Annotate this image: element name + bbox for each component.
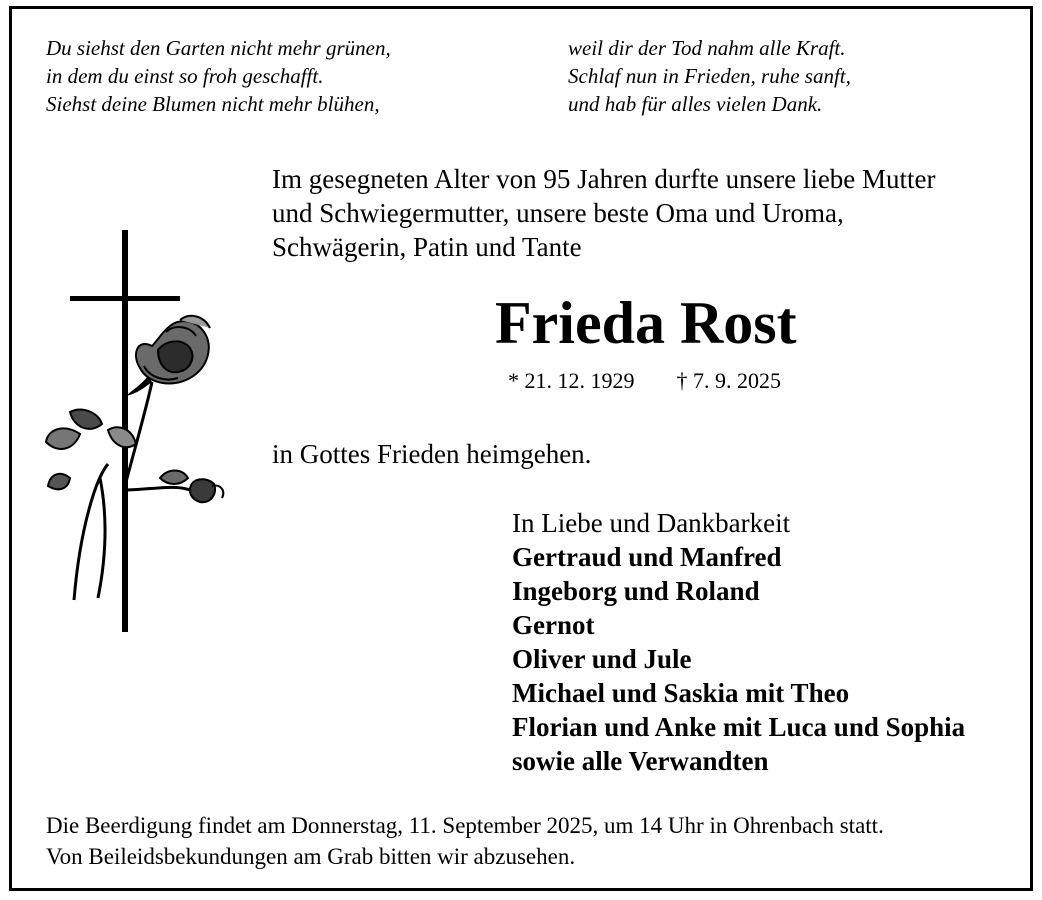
poem-line: weil dir der Tod nahm alle Kraft. [568,36,846,60]
poem-line: Schlaf nun in Frieden, ruhe sanft, [568,64,851,88]
deceased-name: Frieda Rost [495,290,797,356]
family-member: Gernot [512,610,595,640]
family-member: Ingeborg und Roland [512,576,760,606]
cross-with-rose-icon [40,228,230,638]
poem-right-column [568,34,851,118]
family-member: Michael und Saskia mit Theo [512,678,850,708]
intro-line: Schwägerin, Patin und Tante [272,232,582,262]
family-member: Florian und Anke mit Luca und Sophia [512,712,966,742]
family-signature [512,506,965,778]
intro-line: Im gesegneten Alter von 95 Jahren durfte unsere liebe Mutter [272,164,936,194]
family-member: Gertraud und Manfred [512,542,782,572]
life-dates [508,366,781,396]
death-date: † 7. 9. 2025 [676,368,781,393]
passing-text: in Gottes Frieden heimgehen. [272,439,592,469]
poem-line: und hab für alles vielen Dank. [568,92,823,116]
family-intro: In Liebe und Dankbarkeit [512,508,791,538]
birth-date: * 21. 12. 1929 [508,368,635,393]
intro-text [272,162,936,264]
poem-line: Du siehst den Garten nicht mehr grünen, [46,36,391,60]
family-member: sowie alle Verwandten [512,746,769,776]
funeral-details: Die Beerdigung findet am Donnerstag, 11. September 2025, um 14 Uhr in Ohrenbach statt. [46,813,884,838]
condolence-note: Von Beileidsbekundungen am Grab bitten wir abzusehen. [46,844,576,869]
intro-line: und Schwiegermutter, unsere beste Oma und Uroma, [272,198,844,228]
funeral-notice [46,810,884,872]
family-member: Oliver und Jule [512,644,692,674]
poem-line: in dem du einst so froh geschafft. [46,64,324,88]
poem-line: Siehst deine Blumen nicht mehr blühen, [46,92,380,116]
poem-left-column [46,34,391,118]
